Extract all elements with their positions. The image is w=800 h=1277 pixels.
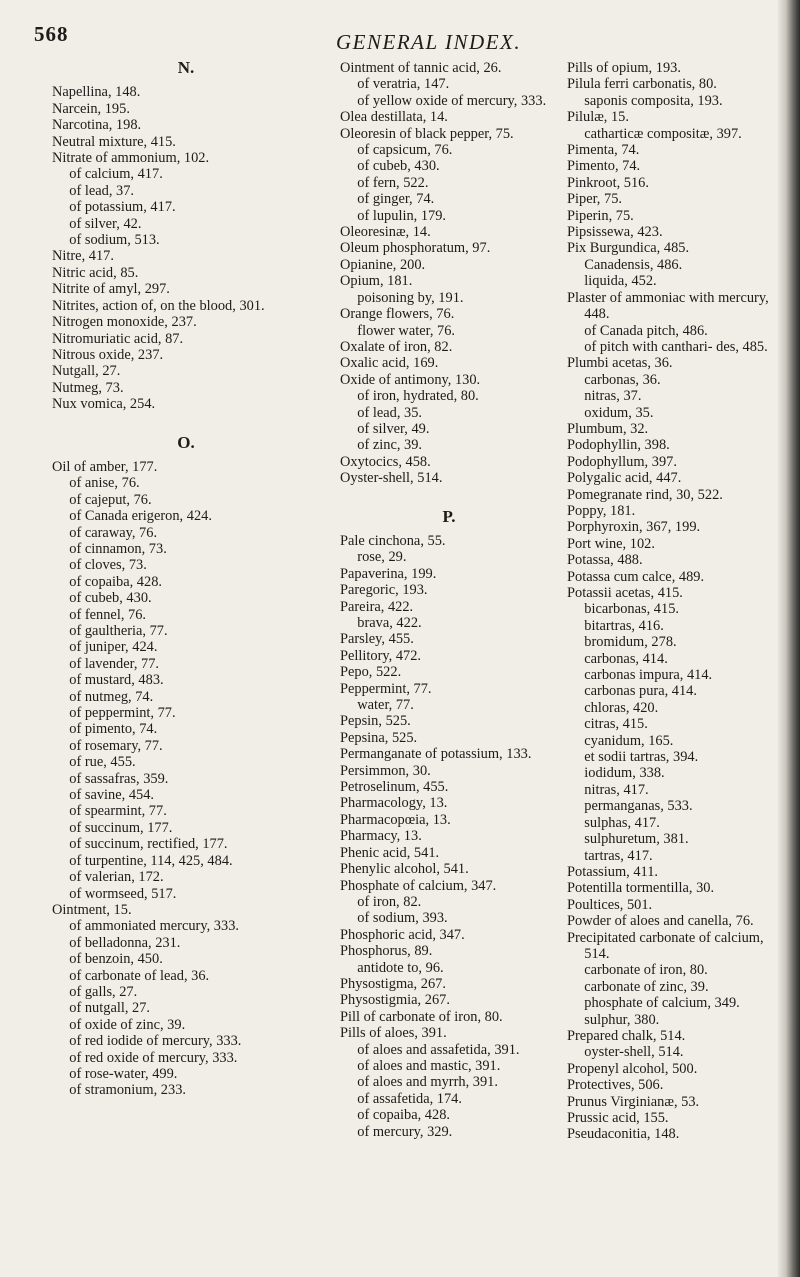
index-entry: Nitrogen monoxide, 237. bbox=[52, 314, 197, 331]
index-entry: Pharmacology, 13. bbox=[340, 795, 448, 812]
index-subentry: oyster-shell, 514. bbox=[584, 1044, 684, 1061]
index-entry: Pill of carbonate of iron, 80. bbox=[340, 1008, 503, 1025]
index-subentry: of mustard, 483. bbox=[69, 672, 164, 689]
index-entry: Oleoresinæ, 14. bbox=[340, 224, 431, 241]
index-entry: Plumbi acetas, 36. bbox=[567, 355, 673, 372]
index-entry: Potassium, 411. bbox=[567, 863, 659, 880]
index-entry: Pomegranate rind, 30, 522. bbox=[567, 486, 723, 503]
index-subentry: of mercury, 329. bbox=[357, 1123, 453, 1140]
index-subentry: of lupulin, 179. bbox=[357, 207, 447, 224]
index-entry: Pilula ferri carbonatis, 80. bbox=[567, 76, 717, 93]
index-entry: Pharmacy, 13. bbox=[340, 828, 422, 845]
index-subentry: of sodium, 513. bbox=[69, 232, 160, 249]
index-entry: Protectives, 506. bbox=[567, 1077, 664, 1094]
index-entry: Podophyllum, 397. bbox=[567, 453, 677, 470]
index-entry: Opianine, 200. bbox=[340, 256, 426, 273]
index-subentry: of belladonna, 231. bbox=[69, 934, 181, 951]
section-heading: N. bbox=[177, 58, 195, 77]
index-subentry: of spearmint, 77. bbox=[69, 803, 167, 820]
index-subentry: of nutgall, 27. bbox=[69, 1000, 151, 1017]
index-subentry: of rose-water, 499. bbox=[69, 1065, 178, 1082]
index-entry: Pharmacopœia, 13. bbox=[340, 811, 451, 828]
index-entry: Oleum phosphoratum, 97. bbox=[340, 240, 491, 257]
index-subentry: phosphate of calcium, 349. bbox=[584, 995, 740, 1012]
index-entry: Pix Burgundica, 485. bbox=[567, 240, 690, 257]
index-subentry: catharticæ compositæ, 397. bbox=[584, 125, 742, 142]
index-entry: Potassa cum calce, 489. bbox=[567, 568, 705, 585]
index-entry: Phosphoric acid, 347. bbox=[340, 926, 465, 943]
index-subentry: of sassafras, 359. bbox=[69, 770, 169, 787]
index-subentry: of yellow oxide of mercury, 333. bbox=[357, 92, 547, 109]
index-subentry: of Canada erigeron, 424. bbox=[69, 508, 212, 525]
index-subentry: sulphur, 380. bbox=[584, 1011, 660, 1028]
index-entry: Narcotina, 198. bbox=[52, 117, 142, 134]
index-subentry: citras, 415. bbox=[584, 716, 648, 733]
index-entry: Precipitated carbonate of calcium, 514. bbox=[567, 929, 764, 962]
index-subentry: of ginger, 74. bbox=[357, 191, 435, 208]
index-subentry: sulphas, 417. bbox=[584, 814, 660, 831]
index-subentry: chloras, 420. bbox=[584, 699, 659, 716]
index-subentry: of peppermint, 77. bbox=[69, 705, 176, 722]
index-subentry: of aloes and mastic, 391. bbox=[357, 1057, 501, 1074]
index-entry: Oxide of antimony, 130. bbox=[340, 371, 481, 388]
index-entry: Pimento, 74. bbox=[567, 158, 641, 175]
index-entry: Polygalic acid, 447. bbox=[567, 470, 682, 487]
index-subentry: of fern, 522. bbox=[357, 174, 429, 191]
index-entry: Prussic acid, 155. bbox=[567, 1110, 669, 1126]
index-entry: Phosphorus, 89. bbox=[340, 943, 433, 960]
index-subentry: of wormseed, 517. bbox=[69, 885, 177, 902]
index-subentry: nitras, 37. bbox=[584, 388, 642, 405]
index-subentry: of fennel, 76. bbox=[69, 606, 147, 623]
index-subentry: of aloes and assafetida, 391. bbox=[357, 1041, 520, 1058]
index-subentry: of calcium, 417. bbox=[69, 166, 163, 183]
index-entry: Nitrate of ammonium, 102. bbox=[52, 150, 210, 167]
index-subentry: saponis composita, 193. bbox=[584, 92, 723, 109]
index-subentry: of silver, 49. bbox=[357, 420, 430, 437]
index-entry: Potassa, 488. bbox=[567, 552, 643, 569]
index-subentry: bicarbonas, 415. bbox=[584, 601, 679, 618]
index-entry: Prunus Virginianæ, 53. bbox=[567, 1093, 700, 1110]
index-subentry: poisoning by, 191. bbox=[357, 289, 464, 306]
section-heading: P. bbox=[442, 506, 456, 526]
index-entry: Nitrites, action of, on the blood, 301. bbox=[52, 297, 265, 314]
index-subentry: of juniper, 424. bbox=[69, 639, 158, 656]
index-entry: Physostigmia, 267. bbox=[340, 992, 450, 1009]
index-subentry: of rosemary, 77. bbox=[69, 737, 163, 754]
index-subentry: carbonas pura, 414. bbox=[584, 683, 697, 700]
index-subentry: of carbonate of lead, 36. bbox=[69, 967, 210, 984]
index-subentry: of potassium, 417. bbox=[69, 199, 176, 216]
index-subentry: of nutmeg, 74. bbox=[69, 688, 154, 705]
index-subentry: water, 77. bbox=[357, 697, 414, 714]
index-entry: Parsley, 455. bbox=[340, 631, 414, 648]
index-subentry: of cinnamon, 73. bbox=[69, 540, 167, 557]
index-entry: Pseudaconitia, 148. bbox=[567, 1126, 680, 1143]
index-subentry: of Canada pitch, 486. bbox=[584, 322, 708, 339]
index-subentry: of cubeb, 430. bbox=[69, 590, 152, 607]
index-subentry: of turpentine, 114, 425, 484. bbox=[69, 852, 233, 869]
index-subentry: oxidum, 35. bbox=[584, 404, 654, 421]
index-entry: Oyster-shell, 514. bbox=[340, 470, 443, 487]
index-subentry: of copaiba, 428. bbox=[69, 573, 162, 590]
index-entry: Powder of aloes and canella, 76. bbox=[567, 913, 754, 930]
index-entry: Podophyllin, 398. bbox=[567, 437, 670, 454]
index-subentry: of cloves, 73. bbox=[69, 557, 147, 574]
index-entry: Poultices, 501. bbox=[567, 896, 653, 913]
index-entry: Nitric acid, 85. bbox=[52, 264, 139, 281]
index-subentry: of pitch with canthari- des, 485. bbox=[584, 338, 768, 355]
index-subentry: of anise, 76. bbox=[69, 475, 140, 492]
index-entry: Nutgall, 27. bbox=[52, 363, 121, 380]
index-entry: Phenylic alcohol, 541. bbox=[340, 861, 469, 878]
index-entry: Napellina, 148. bbox=[52, 84, 141, 101]
index-entry: Papaverina, 199. bbox=[340, 565, 437, 582]
index-subentry: carbonate of iron, 80. bbox=[584, 962, 708, 979]
index-entry: Ointment, 15. bbox=[52, 901, 132, 918]
index-subentry: nitras, 417. bbox=[584, 781, 649, 798]
index-entry: Pimenta, 74. bbox=[567, 142, 640, 159]
index-subentry: carbonas, 36. bbox=[584, 371, 661, 388]
index-subentry: of assafetida, 174. bbox=[357, 1090, 462, 1107]
index-column-left bbox=[52, 60, 320, 1099]
index-entry: Pepsin, 525. bbox=[340, 713, 411, 730]
index-subentry: of capsicum, 76. bbox=[357, 142, 453, 159]
index-subentry: of veratria, 147. bbox=[357, 76, 450, 93]
page-number: 568 bbox=[34, 22, 69, 46]
index-entry: Nitre, 417. bbox=[52, 248, 114, 265]
index-subentry: of stramonium, 233. bbox=[69, 1082, 186, 1099]
index-subentry: of gaultheria, 77. bbox=[69, 623, 168, 639]
index-entry: Oxytocics, 458. bbox=[340, 453, 431, 470]
index-subentry: of galls, 27. bbox=[69, 983, 138, 1000]
index-entry: Pills of opium, 193. bbox=[567, 60, 681, 76]
index-entry: Physostigma, 267. bbox=[340, 975, 446, 992]
index-entry: Piper, 75. bbox=[567, 191, 622, 208]
index-entry: Potentilla tormentilla, 30. bbox=[567, 880, 715, 897]
index-subentry: et sodii tartras, 394. bbox=[584, 749, 699, 766]
index-entry: Oleoresin of black pepper, 75. bbox=[340, 125, 514, 142]
index-subentry: of ammoniated mercury, 333. bbox=[69, 918, 239, 935]
index-entry: Nutmeg, 73. bbox=[52, 379, 124, 396]
index-entry: Plaster of ammoniac with mercury, 448. bbox=[567, 289, 769, 323]
index-subentry: of rue, 455. bbox=[69, 754, 136, 771]
index-entry: Orange flowers, 76. bbox=[340, 306, 455, 323]
index-subentry: flower water, 76. bbox=[357, 322, 456, 339]
index-subentry: of copaiba, 428. bbox=[357, 1107, 450, 1124]
index-entry: Plumbum, 32. bbox=[567, 420, 649, 437]
index-entry: Prepared chalk, 514. bbox=[567, 1027, 686, 1044]
index-entry: Poppy, 181. bbox=[567, 502, 636, 519]
index-subentry: Canadensis, 486. bbox=[584, 256, 683, 273]
index-subentry: of pimento, 74. bbox=[69, 721, 158, 738]
index-column-right bbox=[567, 60, 779, 1143]
index-entry: Phenic acid, 541. bbox=[340, 844, 440, 861]
index-subentry: of benzoin, 450. bbox=[69, 951, 163, 968]
index-entry: Pipsissewa, 423. bbox=[567, 224, 663, 241]
index-subentry: carbonas, 414. bbox=[584, 650, 668, 667]
index-entry: Pareira, 422. bbox=[340, 598, 414, 615]
index-subentry: of succinum, rectified, 177. bbox=[69, 836, 228, 853]
index-entry: Permanganate of potassium, 133. bbox=[340, 746, 532, 763]
index-entry: Potassii acetas, 415. bbox=[567, 585, 683, 601]
index-subentry: of iron, hydrated, 80. bbox=[357, 388, 479, 405]
index-entry: Oxalic acid, 169. bbox=[340, 355, 439, 372]
index-entry: Neutral mixture, 415. bbox=[52, 133, 176, 150]
index-subentry: of silver, 42. bbox=[69, 215, 142, 232]
index-subentry: of caraway, 76. bbox=[69, 524, 158, 541]
index-subentry: carbonas impura, 414. bbox=[584, 667, 713, 684]
running-title: GENERAL INDEX. bbox=[336, 30, 522, 54]
index-subentry: of iron, 82. bbox=[357, 893, 422, 910]
index-subentry: of valerian, 172. bbox=[69, 869, 164, 886]
index-entry: Propenyl alcohol, 500. bbox=[567, 1060, 698, 1077]
index-subentry: of cubeb, 430. bbox=[357, 158, 440, 175]
index-subentry: of oxide of zinc, 39. bbox=[69, 1016, 186, 1033]
index-subentry: of lead, 35. bbox=[357, 404, 423, 421]
index-column-middle bbox=[340, 60, 558, 1140]
index-entry: Petroselinum, 455. bbox=[340, 779, 449, 796]
index-entry: Nitrite of amyl, 297. bbox=[52, 281, 170, 298]
index-entry: Pepo, 522. bbox=[340, 664, 402, 681]
index-subentry: permanganas, 533. bbox=[584, 798, 693, 815]
index-subentry: of savine, 454. bbox=[69, 787, 155, 804]
index-subentry: of sodium, 393. bbox=[357, 910, 448, 927]
index-subentry: brava, 422. bbox=[357, 615, 422, 631]
page-edge-shadow bbox=[778, 0, 800, 1277]
index-entry: Porphyroxin, 367, 199. bbox=[567, 519, 701, 536]
index-entry: Phosphate of calcium, 347. bbox=[340, 877, 497, 894]
index-entry: Pinkroot, 516. bbox=[567, 174, 649, 191]
index-subentry: bromidum, 278. bbox=[584, 634, 677, 651]
index-subentry: tartras, 417. bbox=[584, 847, 653, 864]
index-subentry: of succinum, 177. bbox=[69, 819, 173, 836]
index-entry: Opium, 181. bbox=[340, 273, 413, 290]
index-entry: Pilulæ, 15. bbox=[567, 109, 629, 126]
index-subentry: of zinc, 39. bbox=[357, 437, 423, 454]
index-entry: Persimmon, 30. bbox=[340, 762, 431, 779]
index-subentry: of aloes and myrrh, 391. bbox=[357, 1074, 498, 1091]
index-subentry: of lead, 37. bbox=[69, 182, 135, 199]
index-entry: Nitrous oxide, 237. bbox=[52, 346, 164, 363]
index-entry: Pepsina, 525. bbox=[340, 729, 418, 746]
index-entry: Oil of amber, 177. bbox=[52, 458, 158, 475]
index-entry: Pills of aloes, 391. bbox=[340, 1025, 447, 1042]
index-entry: Peppermint, 77. bbox=[340, 680, 432, 697]
index-entry: Nux vomica, 254. bbox=[52, 396, 156, 413]
index-entry: Narcein, 195. bbox=[52, 100, 130, 117]
index-entry: Nitromuriatic acid, 87. bbox=[52, 330, 184, 347]
index-entry: Oxalate of iron, 82. bbox=[340, 338, 453, 355]
index-entry: Paregoric, 193. bbox=[340, 582, 428, 599]
index-subentry: of red iodide of mercury, 333. bbox=[69, 1033, 242, 1050]
index-subentry: of red oxide of mercury, 333. bbox=[69, 1049, 238, 1066]
index-entry: Port wine, 102. bbox=[567, 535, 655, 552]
section-heading: O. bbox=[177, 432, 195, 452]
index-subentry: liquida, 452. bbox=[584, 273, 657, 290]
index-subentry: of lavender, 77. bbox=[69, 655, 160, 672]
index-subentry: bitartras, 416. bbox=[584, 617, 664, 634]
index-subentry: iodidum, 338. bbox=[584, 765, 665, 782]
index-subentry: rose, 29. bbox=[357, 549, 407, 566]
index-entry: Ointment of tannic acid, 26. bbox=[340, 60, 502, 76]
index-entry: Olea destillata, 14. bbox=[340, 109, 448, 126]
index-subentry: sulphuretum, 381. bbox=[584, 831, 689, 848]
index-entry: Pale cinchona, 55. bbox=[340, 532, 446, 549]
index-subentry: antidote to, 96. bbox=[357, 959, 444, 976]
index-entry: Piperin, 75. bbox=[567, 207, 634, 224]
index-subentry: carbonate of zinc, 39. bbox=[584, 978, 709, 995]
index-subentry: of cajeput, 76. bbox=[69, 491, 152, 508]
index-entry: Pellitory, 472. bbox=[340, 647, 422, 664]
index-subentry: cyanidum, 165. bbox=[584, 732, 674, 749]
